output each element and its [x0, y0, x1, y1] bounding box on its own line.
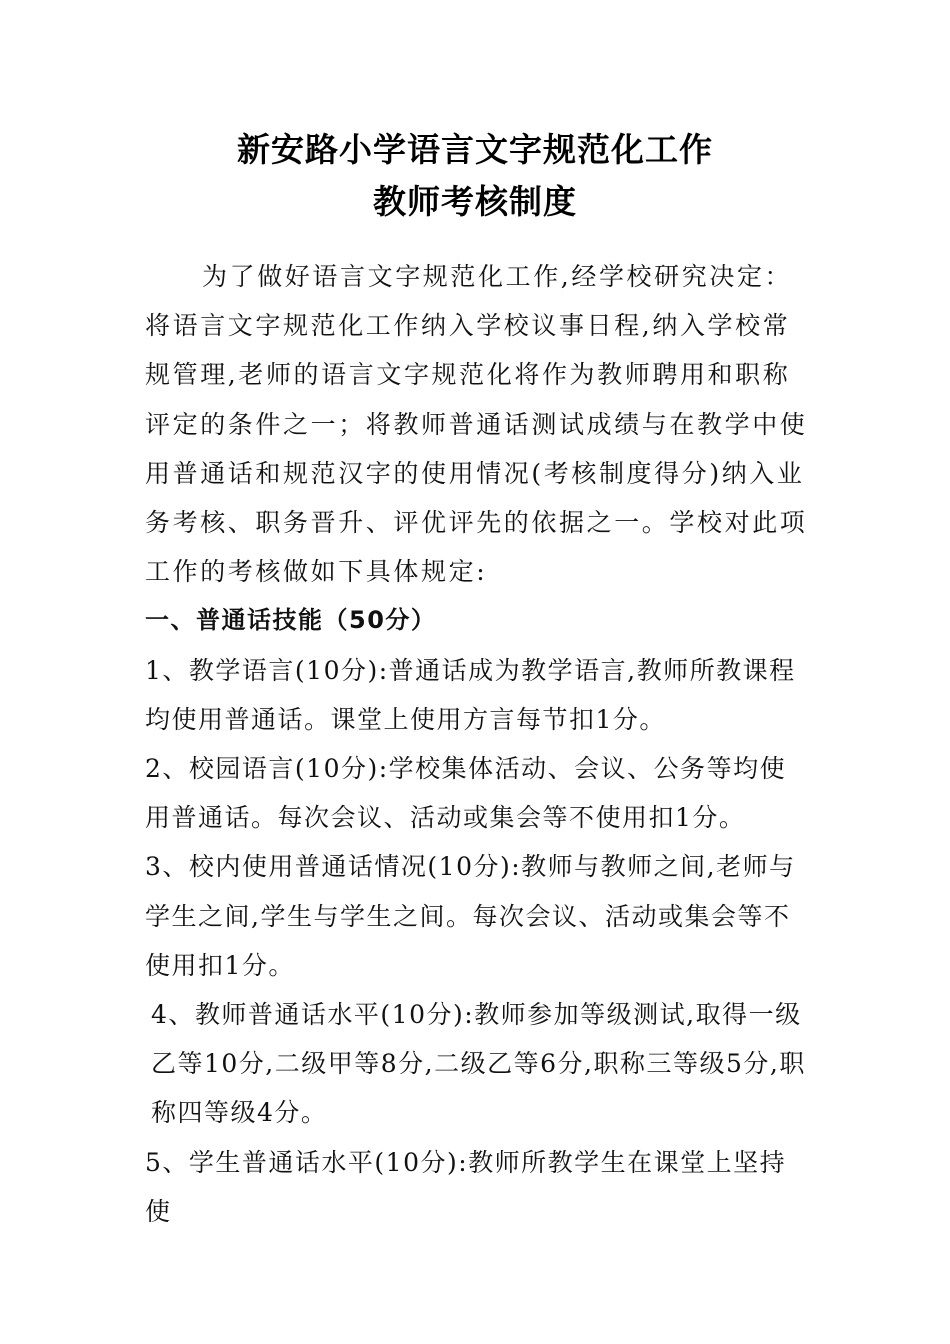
title-line-1: 新安路小学语言文字规范化工作 — [237, 130, 713, 169]
document-title — [0, 124, 950, 228]
list-item-5: 5、学生普通话水平(10分):教师所教学生在课堂上坚持使 — [145, 1147, 787, 1226]
list-item-2: 2、校园语言(10分):学校集体活动、会议、公务等均使用普通话。每次会议、活动或集会等不使用扣1分。 — [145, 754, 787, 833]
intro-paragraph: 为了做好语言文字规范化工作,经学校研究决定：将语言文字规范化工作纳入学校议事日程,纳入学校常规管理,老师的语言文字规范化将作为教师聘用和职称评定的条件之一；将教师普通话测试成绩与在教学中使用普通话和规范汉字的使用情况(考核制度得分)纳入业务考核、职务晋升、评优评先的依据之一。学校对此项工作的考核做如下具体规定: — [145, 262, 808, 587]
list-item-1: 1、教学语言(10分):普通话成为教学语言,教师所教课程均使用普通话。课堂上使用方言每节扣1分。 — [145, 655, 796, 734]
list-item-3: 3、校内使用普通话情况(10分):教师与教师之间,老师与学生之间,学生与学生之间。每次会议、活动或集会等不使用扣1分。 — [145, 852, 796, 980]
document-body — [145, 252, 810, 1236]
list-item-4: 4、教师普通话水平(10分):教师参加等级测试,取得一级乙等10分,二级甲等8分,二级乙等6分,职称三等级5分,职称四等级4分。 — [151, 1000, 806, 1128]
title-line-2: 教师考核制度 — [373, 182, 577, 221]
section-heading-1: 一、普通话技能（50分） — [145, 606, 437, 635]
